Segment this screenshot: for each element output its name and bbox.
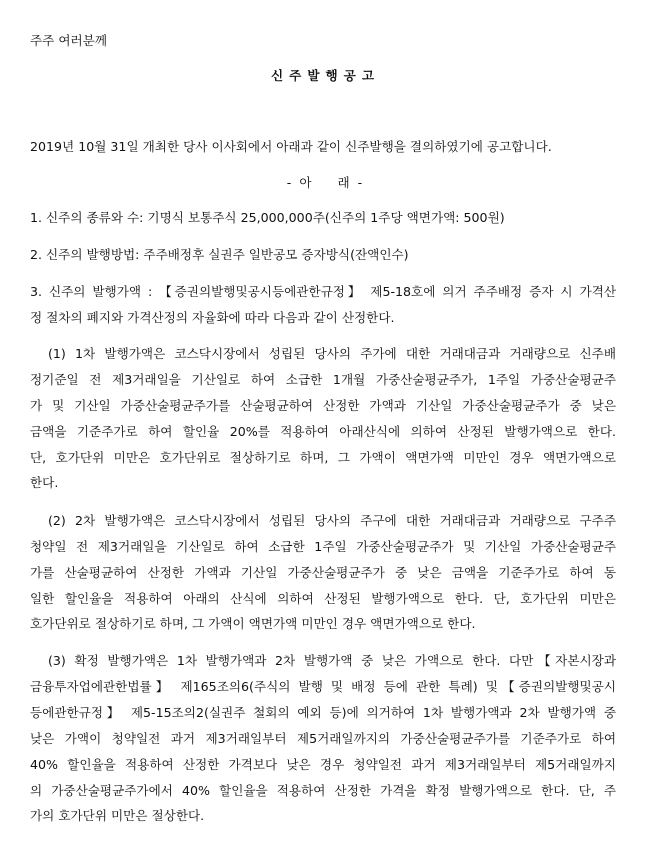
item-3-line: 정 절차의 폐지와 가격산정의 자율화에 따라 다음과 같이 산정한다. bbox=[30, 310, 395, 325]
para-3-line: 의 가중산술평균주가에서 40% 할인율을 적용하여 산정한 가격을 확정 발행가액으로 한다. 단, 주 bbox=[30, 783, 616, 798]
para-1-line: 단, 호가단위 미만은 호가단위로 절상하기로 하며, 그 가액이 액면가액 미만인 경우 액면가액으로 bbox=[30, 450, 616, 465]
item-2-issue-method: 2. 신주의 발행방법: 주주배정후 실권주 일반공모 증자방식(잔액인수) bbox=[30, 247, 409, 262]
para-1-line: 가 및 기산일 가중산술평균주가를 산술평균하여 산정한 가액과 기산일 가중산술평균주가 중 낮은 bbox=[30, 398, 616, 413]
notice-title: 신주발행공고 bbox=[271, 68, 380, 83]
para-3-line: 가의 호가단위 미만은 절상한다. bbox=[30, 808, 205, 823]
para-1-line: (1) 1차 발행가액은 코스닥시장에서 성립된 당사의 주가에 대한 거래대금과 거래량으로 신주배 bbox=[48, 346, 616, 361]
para-3-line: 40% 할인율을 적용하여 산정한 가격보다 낮은 경우 청약일전 과거 제3거래일부터 제5거래일까지 bbox=[30, 757, 616, 772]
para-2-line: 호가단위로 절상하기로 하며, 그 가액이 액면가액 미만인 경우 액면가액으로 한다. bbox=[30, 616, 476, 631]
item-1-share-type: 1. 신주의 종류와 수: 기명식 보통주식 25,000,000주(신주의 1주당 액면가액: 500원) bbox=[30, 210, 505, 225]
para-2-line: 일한 할인율을 적용하여 아래의 산식에 의하여 산정된 발행가액으로 한다. 단, 호가단위 미만은 bbox=[30, 591, 616, 606]
para-1-line: 정기준일 전 제3거래일을 기산일로 하여 소급한 1개월 가중산술평균주가, 1주일 가중산술평균주 bbox=[30, 372, 616, 387]
below-heading: - 아 래 - bbox=[286, 175, 365, 190]
item-3-line: 3. 신주의 발행가액 : 【증권의발행및공시등에관한규정】 제5-18호에 의거 주주배정 증자 시 가격산 bbox=[30, 284, 616, 299]
para-2-line: (2) 2차 발행가액은 코스닥시장에서 성립된 당사의 주구에 대한 거래대금과 거래량으로 구주주 bbox=[48, 513, 616, 528]
para-2-line: 청약일 전 제3거래일을 기산일로 하여 소급한 1주일 가중산술평균주가 및 기산일 가중산술평균주 bbox=[30, 539, 616, 554]
para-1-line: 한다. bbox=[30, 475, 59, 490]
para-2-line: 가를 산술평균하여 산정한 가액과 기산일 가중산술평균주가 중 낮은 금액을 기준주가로 하여 동 bbox=[30, 565, 616, 580]
para-3-line: (3) 확정 발행가액은 1차 발행가액과 2차 발행가액 중 낮은 가액으로 한다. 다만【자본시장과 bbox=[48, 653, 616, 668]
intro-text: 2019년 10월 31일 개최한 당사 이사회에서 아래과 같이 신주발행을 결의하였기에 공고합니다. bbox=[30, 139, 552, 154]
para-3-line: 낮은 가액이 청약일전 과거 제3거래일부터 제5거래일까지의 가중산술평균주가를 기준주가로 하여 bbox=[30, 731, 616, 746]
para-1-line: 금액을 기준주가로 하여 할인율 20%를 적용하여 아래산식에 의하여 산정된 발행가액으로 한다. bbox=[30, 424, 616, 439]
para-3-line: 등에관한규정】 제5-15조의2(실권주 철회의 예외 등)에 의거하여 1차 발행가액과 2차 발행가액 중 bbox=[30, 705, 616, 720]
para-3-line: 금융투자업에관한법률】 제165조의6(주식의 발행 및 배정 등에 관한 특례) 및【증권의발행및공시 bbox=[30, 679, 616, 694]
salutation: 주주 여러분께 bbox=[30, 33, 107, 48]
